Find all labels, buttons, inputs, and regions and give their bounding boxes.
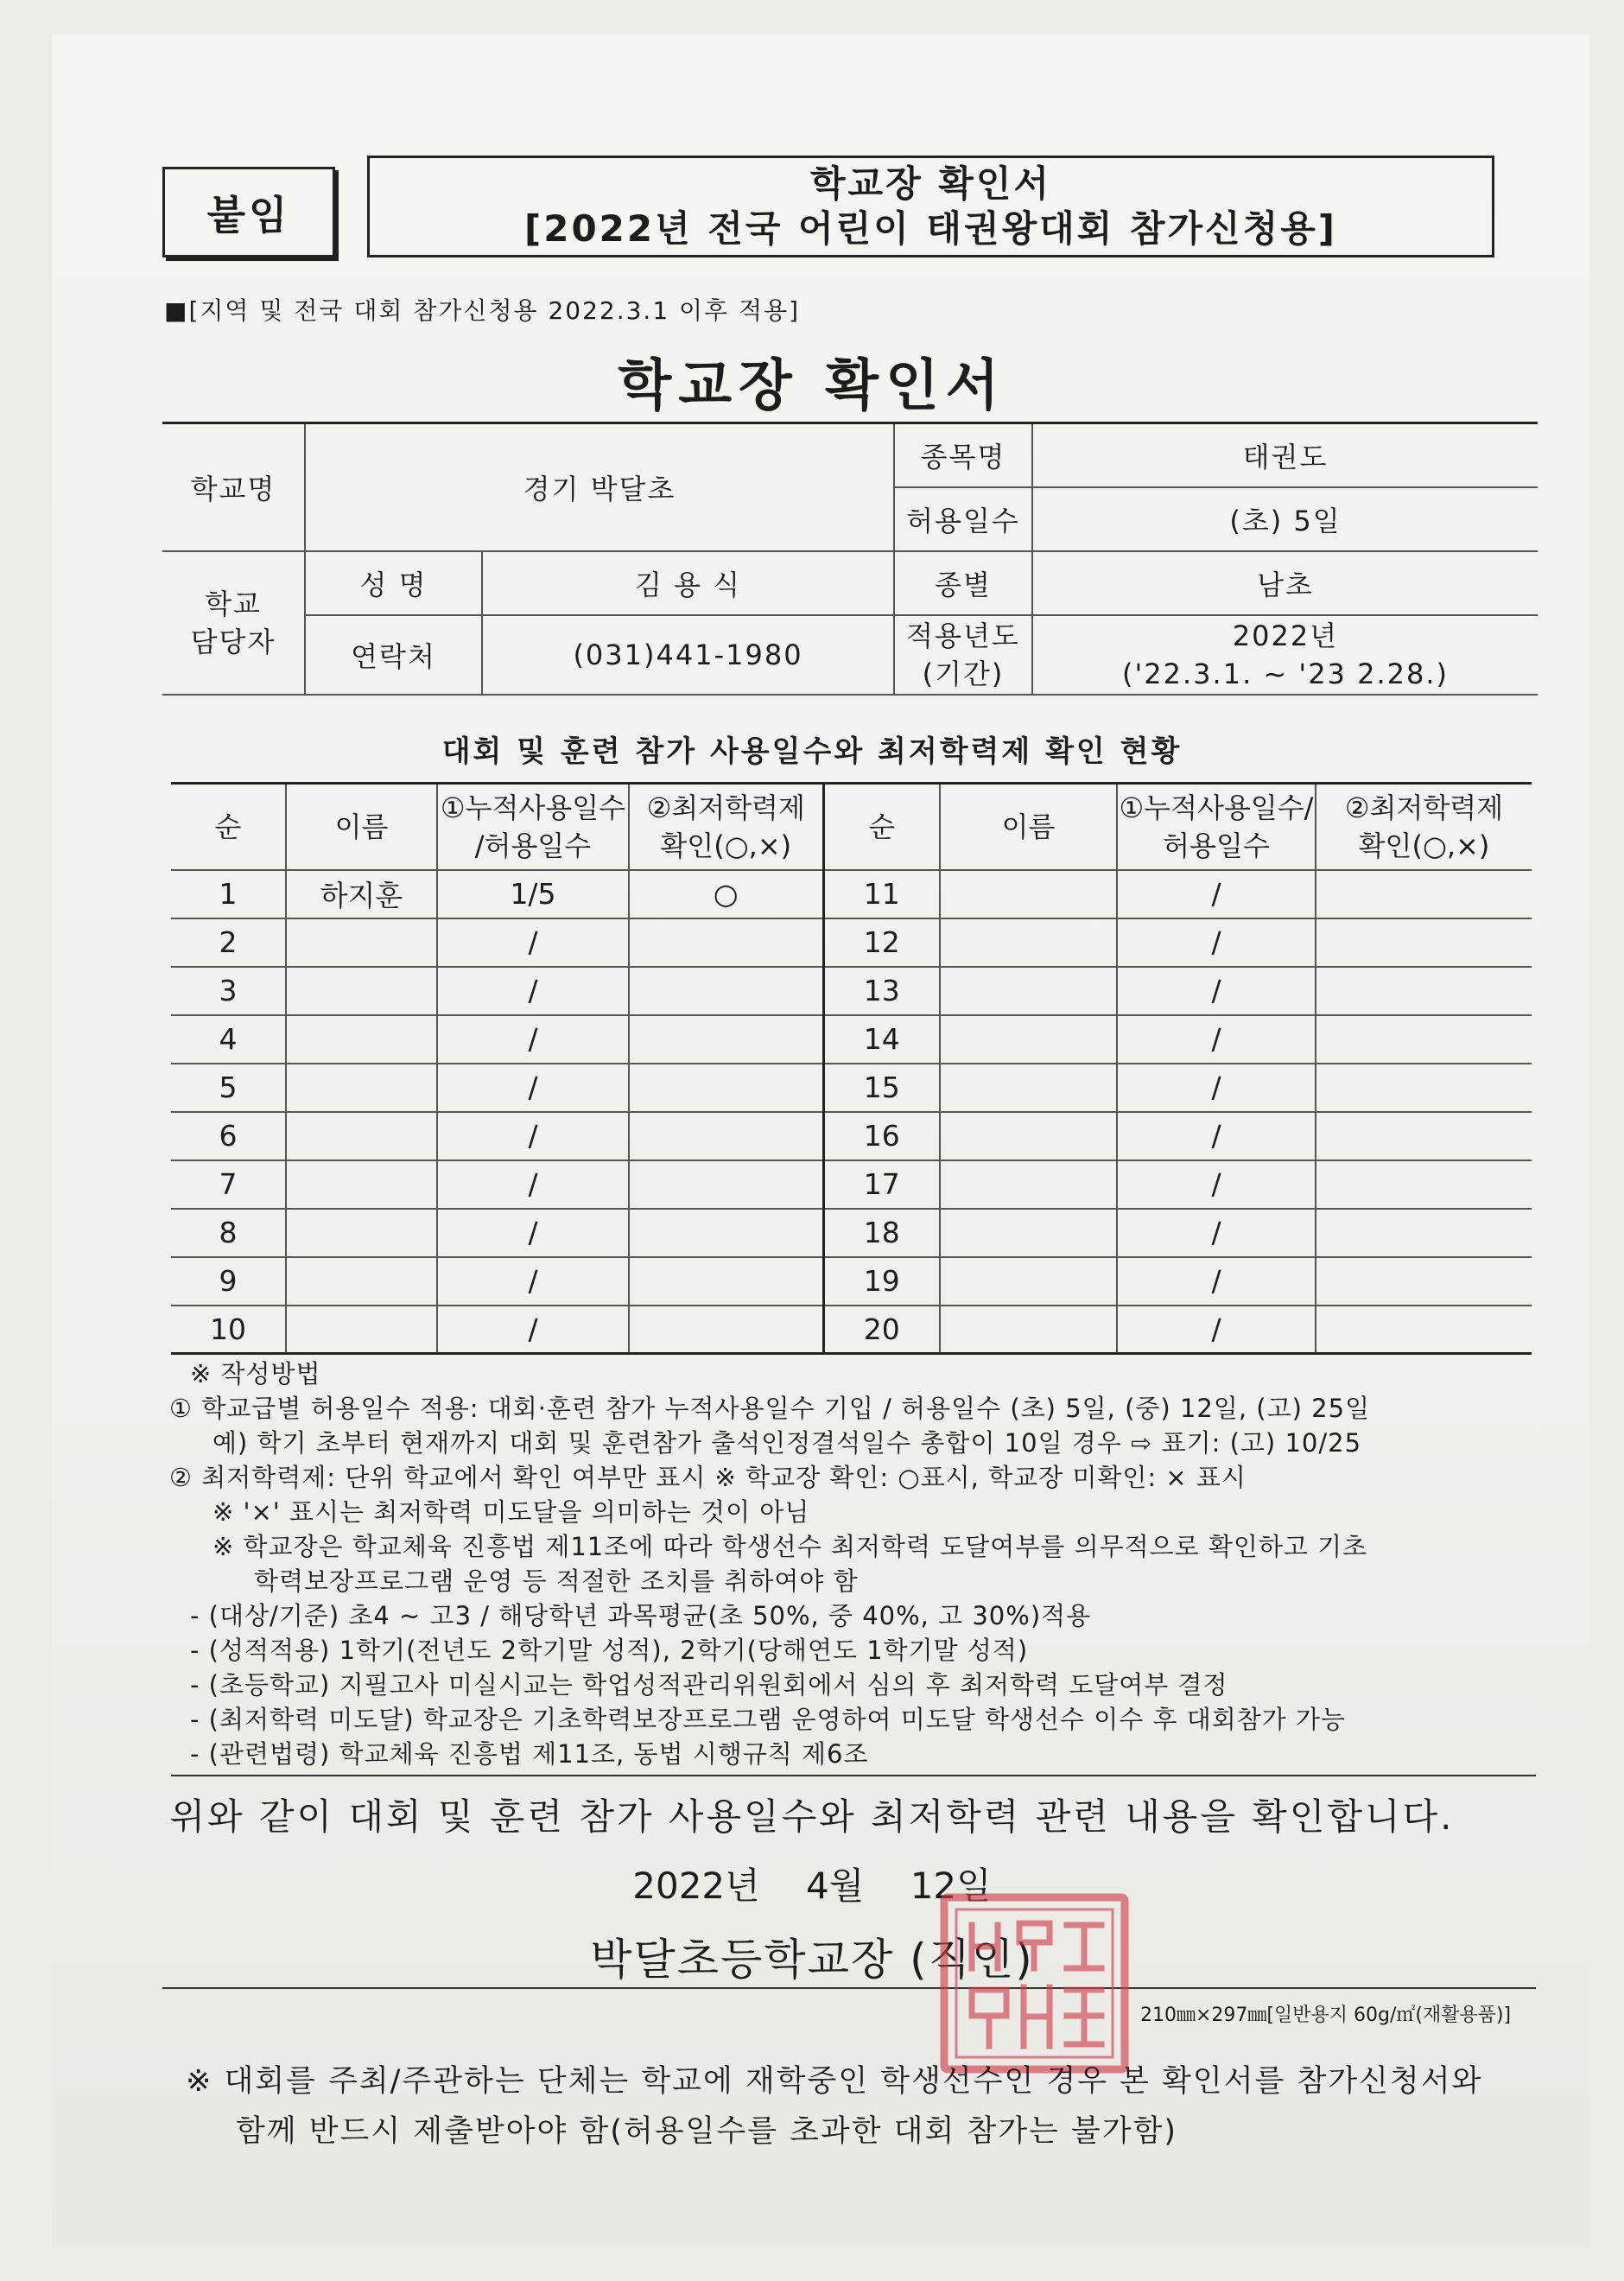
manager-label-line-2: 담당자	[190, 625, 276, 658]
category-label: 종별	[894, 551, 1032, 615]
name-value: 김 용 식	[482, 551, 894, 615]
table-row	[171, 918, 1532, 967]
row-days-right: /	[1117, 870, 1316, 918]
header-days-left	[437, 784, 629, 870]
row-name-right	[940, 1257, 1117, 1306]
row-name-right	[940, 918, 1117, 967]
table-row	[171, 1015, 1532, 1064]
note-2-c: 학력보장프로그램 운영 등 적절한 조치를 취하여야 함	[254, 1566, 859, 1596]
row-no-right: 14	[823, 1015, 940, 1064]
divider-line-bottom	[162, 1987, 1536, 1989]
note-2: ② 최저학력제: 단위 학교에서 확인 여부만 표시 ※ 학교장 확인: ○표시, 학교장 미확인: × 표시	[169, 1463, 1247, 1492]
row-no-left: 10	[171, 1306, 286, 1354]
category-value: 남초	[1032, 551, 1538, 615]
participants-body	[171, 870, 1532, 1354]
row-no-right: 15	[823, 1064, 940, 1112]
row-days-right: /	[1117, 1160, 1316, 1209]
row-name-right	[940, 1112, 1117, 1160]
table-row	[171, 1112, 1532, 1160]
note-2-a: ※ '×' 표시는 최저학력 미도달을 의미하는 것이 아님	[213, 1497, 810, 1527]
detail-4: - (최저학력 미도달) 학교장은 기초학력보장프로그램 운영하여 미도달 학생선수 이수 후 대회참가 가능	[190, 1705, 1347, 1734]
row-days-left: /	[437, 1257, 629, 1306]
header-days-left-line-1: ①누적사용일수	[440, 791, 626, 824]
name-label: 성 명	[305, 551, 482, 615]
row-days-left: /	[437, 1160, 629, 1209]
bottom-notice-line-1: ※ 대회를 주최/주관하는 단체는 학교에 재학중인 학생선수인 경우 본 확인서를 참가신청서와	[186, 2064, 1483, 2099]
row-name-left	[286, 1160, 437, 1209]
row-name-left: 하지훈	[286, 870, 437, 918]
row-min-left	[629, 1209, 823, 1257]
row-days-right: /	[1117, 1112, 1316, 1160]
row-days-right: /	[1117, 1015, 1316, 1064]
title-line-2: [2022년 전국 어린이 태권왕대회 참가신청용]	[524, 207, 1337, 250]
row-days-left: /	[437, 1209, 629, 1257]
row-min-left	[629, 1257, 823, 1306]
header-no-left: 순	[171, 784, 286, 870]
header-name-left: 이름	[286, 784, 437, 870]
note-1: ① 학교급별 허용일수 적용: 대회·훈련 참가 누적사용일수 기입 / 허용일수 (초) 5일, (중) 12일, (고) 25일	[169, 1394, 1371, 1423]
header-no-right: 순	[823, 784, 940, 870]
row-name-left	[286, 967, 437, 1015]
row-days-right: /	[1117, 918, 1316, 967]
row-no-right: 20	[823, 1306, 940, 1354]
row-no-left: 2	[171, 918, 286, 967]
row-min-left	[629, 1160, 823, 1209]
row-name-right	[940, 1209, 1117, 1257]
row-days-left: /	[437, 918, 629, 967]
row-name-right	[940, 1306, 1117, 1354]
row-min-right	[1316, 1064, 1532, 1112]
header-min-right	[1316, 784, 1532, 870]
year-label	[894, 615, 1032, 695]
table-row	[171, 1160, 1532, 1209]
row-name-right	[940, 870, 1117, 918]
row-no-right: 19	[823, 1257, 940, 1306]
year-label-line-2: (기간)	[922, 657, 1005, 690]
detail-3: - (초등학교) 지필고사 미실시교는 학업성적관리위원회에서 심의 후 최저학력 도달여부 결정	[190, 1670, 1228, 1700]
row-min-right	[1316, 1209, 1532, 1257]
row-no-right: 13	[823, 967, 940, 1015]
header-min-left-line-1: ②최저학력제	[646, 791, 805, 824]
row-min-left	[629, 1112, 823, 1160]
row-name-left	[286, 1112, 437, 1160]
row-days-right: /	[1117, 1064, 1316, 1112]
header-days-right-line-2: 허용일수	[1163, 829, 1270, 862]
table-row	[171, 1064, 1532, 1112]
row-name-left	[286, 1064, 437, 1112]
row-min-left	[629, 1064, 823, 1112]
header-min-left-line-2: 확인(○,×)	[660, 829, 792, 862]
instructions-notes	[169, 1357, 1543, 1771]
row-min-right	[1316, 1015, 1532, 1064]
row-name-left	[286, 918, 437, 967]
row-min-left: ○	[629, 870, 823, 918]
header-name-right: 이름	[940, 784, 1117, 870]
manager-label	[162, 551, 305, 695]
note-1-example: 예) 학기 초부터 현재까지 대회 및 훈련참가 출석인정결석일수 총합이 10일 경우 ⇨ 표기: (고) 10/25	[213, 1428, 1362, 1458]
row-name-right	[940, 1160, 1117, 1209]
row-no-left: 3	[171, 967, 286, 1015]
table-row	[171, 870, 1532, 918]
row-name-left	[286, 1015, 437, 1064]
row-days-left: 1/5	[437, 870, 629, 918]
school-name-label: 학교명	[162, 423, 305, 551]
table-row	[171, 967, 1532, 1015]
contact-value: (031)441-1980	[482, 615, 894, 695]
header-min-left	[629, 784, 823, 870]
row-no-left: 5	[171, 1064, 286, 1112]
row-no-right: 11	[823, 870, 940, 918]
sport-value: 태권도	[1032, 423, 1538, 487]
document-title-box	[367, 156, 1494, 257]
official-seal-stamp	[937, 1890, 1132, 2076]
row-no-right: 18	[823, 1209, 940, 1257]
row-days-right: /	[1117, 1306, 1316, 1354]
row-no-right: 16	[823, 1112, 940, 1160]
row-min-right	[1316, 1112, 1532, 1160]
attachment-tag: 붙임	[162, 167, 335, 257]
year-label-line-1: 적용년도	[906, 619, 1020, 652]
paper-spec-note: 210㎜×297㎜[일반용지 60g/㎡(재활용품)]	[1140, 2005, 1512, 2026]
detail-5: - (관련법령) 학교체육 진흥법 제11조, 동법 시행규칙 제6조	[190, 1739, 869, 1769]
row-name-right	[940, 967, 1117, 1015]
bottom-notice	[186, 2056, 1482, 2157]
row-name-right	[940, 1064, 1117, 1112]
year-value-line-2: ('22.3.1. ~ '23 2.28.)	[1122, 657, 1449, 690]
header-days-left-line-2: /허용일수	[474, 829, 592, 862]
row-min-left	[629, 967, 823, 1015]
header-days-right-line-1: ①누적사용일수/	[1119, 791, 1314, 824]
row-name-right	[940, 1015, 1117, 1064]
detail-1: - (대상/기준) 초4 ~ 고3 / 해당학년 과목평균(초 50%, 중 40%, 고 30%)적용	[190, 1601, 1092, 1630]
bottom-notice-line-2: 함께 반드시 제출받아야 함(허용일수를 초과한 대회 참가는 불가함)	[236, 2114, 1178, 2149]
row-no-left: 9	[171, 1257, 286, 1306]
row-no-left: 1	[171, 870, 286, 918]
school-name-value: 경기 박달초	[305, 423, 894, 551]
row-min-right	[1316, 967, 1532, 1015]
row-no-left: 6	[171, 1112, 286, 1160]
row-min-right	[1316, 1306, 1532, 1354]
row-min-left	[629, 1306, 823, 1354]
row-min-right	[1316, 870, 1532, 918]
row-days-left: /	[437, 1306, 629, 1354]
manager-label-line-1: 학교	[205, 587, 262, 620]
row-days-left: /	[437, 1064, 629, 1112]
row-days-left: /	[437, 1015, 629, 1064]
confirmation-statement: 위와 같이 대회 및 훈련 참가 사용일수와 최저학력 관련 내용을 확인합니다.	[169, 1795, 1455, 1838]
school-info-table	[162, 422, 1538, 696]
notes-heading: ※ 작성방법	[190, 1359, 321, 1388]
row-name-left	[286, 1257, 437, 1306]
detail-2: - (성적적용) 1학기(전년도 2학기말 성적), 2학기(당해연도 1학기말 성적)	[190, 1636, 1029, 1665]
row-days-right: /	[1117, 967, 1316, 1015]
row-name-left	[286, 1306, 437, 1354]
allowed-days-label: 허용일수	[894, 487, 1032, 551]
main-title: 학교장 확인서	[618, 354, 1006, 418]
title-line-1: 학교장 확인서	[809, 162, 1052, 205]
table-row	[171, 1209, 1532, 1257]
year-value	[1032, 615, 1538, 695]
row-days-right: /	[1117, 1209, 1316, 1257]
applicability-note: ■[지역 및 전국 대회 참가신청용 2022.3.1 이후 적용]	[164, 296, 801, 325]
row-min-right	[1316, 1257, 1532, 1306]
row-min-right	[1316, 918, 1532, 967]
row-no-right: 17	[823, 1160, 940, 1209]
divider-line	[171, 1775, 1536, 1776]
row-no-left: 8	[171, 1209, 286, 1257]
row-min-left	[629, 918, 823, 967]
table-row	[171, 1257, 1532, 1306]
note-2-b: ※ 학교장은 학교체육 진흥법 제11조에 따라 학생선수 최저학력 도달여부를 의무적으로 확인하고 기초	[213, 1532, 1368, 1561]
row-no-left: 7	[171, 1160, 286, 1209]
row-min-left	[629, 1015, 823, 1064]
signer-line: 박달초등학교장 (직인)	[590, 1935, 1034, 1985]
issue-date: 2022년 4월 12일	[632, 1865, 992, 1907]
row-no-right: 12	[823, 918, 940, 967]
year-value-line-1: 2022년	[1232, 619, 1339, 652]
header-min-right-line-2: 확인(○,×)	[1358, 829, 1490, 862]
allowed-days-value: (초) 5일	[1032, 487, 1538, 551]
table-header-row	[171, 784, 1532, 870]
header-min-right-line-1: ②최저학력제	[1344, 791, 1504, 824]
row-min-right	[1316, 1160, 1532, 1209]
row-days-left: /	[437, 1112, 629, 1160]
row-days-right: /	[1117, 1257, 1316, 1306]
participants-table	[171, 782, 1532, 1355]
sport-label: 종목명	[894, 423, 1032, 487]
table-row	[171, 1306, 1532, 1354]
section-title: 대회 및 훈련 참가 사용일수와 최저학력제 확인 현황	[441, 734, 1183, 769]
contact-label: 연락처	[305, 615, 482, 695]
header-days-right	[1117, 784, 1316, 870]
row-no-left: 4	[171, 1015, 286, 1064]
row-name-left	[286, 1209, 437, 1257]
row-days-left: /	[437, 967, 629, 1015]
